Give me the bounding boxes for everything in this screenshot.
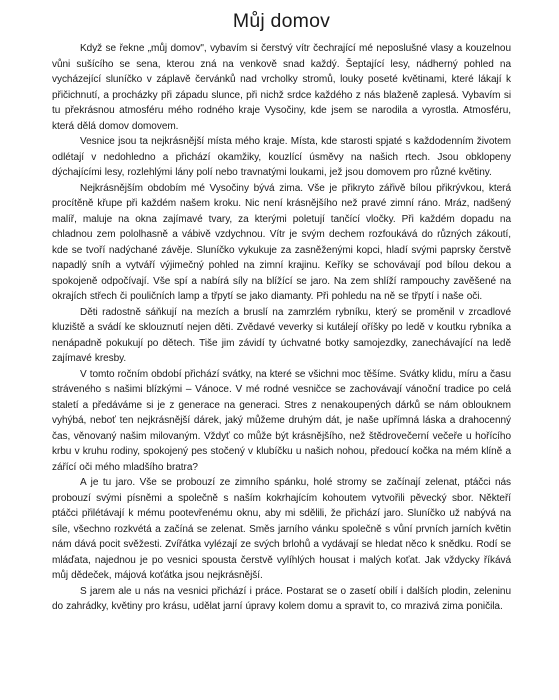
paragraph-7: S jarem ale u nás na vesnici přichází i práce. Postarat se o zasetí obilí i dalších plodin, zeleninu do zahrádky, květiny pro krásu, udělat jarní úpravy kolem domu a spravit to, co mrazivá zima poničila. — [52, 585, 511, 612]
paragraph-3: Nejkrásnějším obdobím mé Vysočiny bývá zima. Vše je přikryto zářivě bílou přikrývkou, která procítěně křupe při každém našem kroku. Nic není krásnějšího než pravé zimní ráno. Mráz, nadšený malíř, maluje na okna zajímavé tvary, za kterými poletují tančící vločky. Při každém dopadu na chladnou zem pololhasně a vábivě vzdychnou. Vítr je svým dechem rozfoukává do různých zákoutí, kde se tvoří nadýchané závěje. Sluníčko vykukuje za zasněženými kopci, hladí svými paprsky čerstvě napadlý sníh a vytváří výjimečný pohled na zimní krajinu. Keříky se schovávají pod bílou dekou a spokojeně odpočívají. Vše spí a nabírá síly na blížící se jaro. Na zem shlíží rampouchy zavěšené na okrajích střech či pouličních lamp a třpytí se jako diamanty. Při pohledu na ně se třpytí i naše oči. — [52, 182, 511, 302]
paragraph-6: A je tu jaro. Vše se probouzí ze zimního spánku, holé stromy se začínají zelenat, ptáčci nás probouzí svými písněmi a společně s naším kokrhajícím kohoutem vytvořili pěvecký sbor. Někteří ptáčci přilétávají k mému pootevřenému oknu, aby mi sdělili, že přichází jaro. Sluníčko už nabývá na síle, všechno rozkvétá a začíná se zelenat. Směs jarního vánku společně s vůní prvních jarních květin nám dává pocit svěžesti. Zvířátka vylézají ze svých brlohů a vydávají se hledat něco k snědku. Rodí se mláďata, najednou je po vesnici spousta čerstvě vylíhlých housat i malých koťat. Jak vždycky říkává můj dědeček, májová koťátka jsou nejkrásnější. — [52, 477, 511, 581]
paragraph-2: Vesnice jsou ta nejkrásnější místa mého kraje. Místa, kde starosti spjaté s každodenním životem odlétají v nedohledno a přichází okamžiky, kouzlící úsměvy na našich rtech. Jsou obklopeny dýchajícími lesy, rozlehlými lány polí nebo travnatými loukami, jež jsou domovem pro různé květiny. — [52, 136, 511, 178]
paragraph-4: Děti radostně sáňkují na mezích a bruslí na zamrzlém rybníku, který se proměnil v zrcadlové kluziště a svádí ke sklouznutí nejen děti. Zvědavé veverky si kutálejí oříšky po ledě v koutku rybníka a nenápadně pokukují po dětech. Tiše jim závidí ty úchvatné botky samojezdky, zanechávající na ledě zajímavé kresby. — [52, 306, 511, 364]
paragraph-1: Když se řekne „můj domov", vybavím si čerstvý vítr čechrající mé neposlušné vlasy a kouzelnou vůni sušícího se sena, kterou zná na venkově snad každý. Šeptající lesy, nádherný pohled na vycházející sluníčko v záplavě červánků nad vrcholky stromů, louky poseté květinami, které lákají k přičichnutí, a procházky při západu slunce, při nichž srdce každého z nás blaženě zaplesá. Vybavím si tu překrásnou atmosféru mého rodného kraje Vysočiny, kde jsem se narodila a vyrostla. Atmosféru, která dělá domov domovem. — [52, 43, 511, 132]
paragraph-5: V tomto ročním období přichází svátky, na které se všichni moc těšíme. Svátky klidu, míru a času stráveného s našimi blízkými – Vánoce. V mé rodné vesničce se zachovávají vánoční tradice po celá staletí a předáváme si je z generace na generaci. Stres z nenakoupených dárků se nám oblouknem vyhýbá, neboť ten nejkrásnější dárek, jaký můžeme druhým dát, je naše upřímná láska a drahocenný čas, věnovaný našim milovaným. Vždyť co může být krásnějšího, než štědrovečerní večeře u hořícího krbu v kruhu rodiny, spokojený pes stočený v klubíčku u našich nohou, předoucí kočka na mém klíně a zářící oči mého mladšího bratra? — [52, 368, 511, 473]
document-title: Můj domov — [232, 10, 331, 32]
